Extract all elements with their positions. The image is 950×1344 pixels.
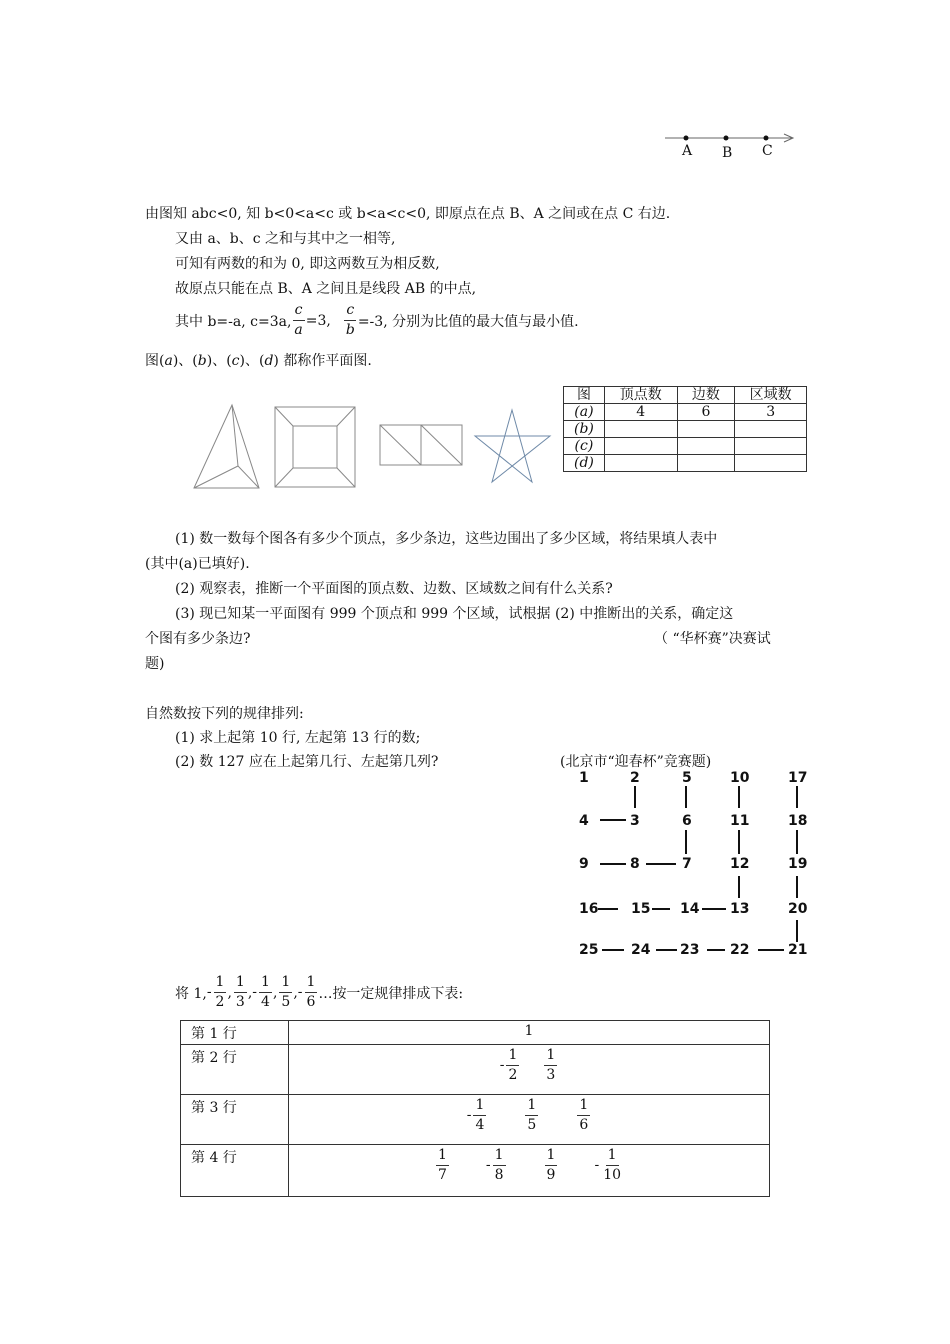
sign: - [297, 983, 303, 1000]
numerator: 1 [606, 1147, 619, 1166]
fraction [545, 1147, 558, 1184]
fraction [305, 974, 318, 1011]
fraction [493, 1147, 506, 1184]
sequence-prefix: 将 1, [175, 985, 207, 1002]
row-label: (c) [564, 438, 605, 455]
plane-graph-intro [145, 350, 372, 370]
table-row [564, 438, 807, 455]
question-3-line-a: (3) 现已知某一平面图有 999 个顶点和 999 个区域，试根据 (2) 中推断出的关系，确定这 [175, 606, 734, 622]
sign: - [252, 983, 258, 1000]
text: )、( [206, 353, 232, 369]
italic-d: d [264, 353, 274, 369]
denominator: 7 [437, 1167, 447, 1183]
numerator: 1 [234, 974, 247, 993]
grid-number: 21 [788, 942, 808, 958]
row-label: (b) [564, 421, 605, 438]
table-fraction [575, 1097, 591, 1134]
question-3-source-end: 题) [145, 656, 165, 672]
denominator: 6 [306, 994, 316, 1010]
table-cell [604, 438, 677, 455]
seq-fraction [298, 974, 319, 1011]
numerator: 1 [493, 1147, 506, 1166]
table-cell [604, 421, 677, 438]
fraction-c-over-b [344, 302, 357, 339]
denominator: 4 [261, 994, 270, 1010]
solution-line-4: 故原点只能在点 B、A 之间且是线段 AB 的中点, [175, 281, 477, 297]
seq-fraction [252, 974, 273, 1011]
grid-number: 2 [630, 770, 640, 786]
question-1-line-b: (其中(a)已填好). [145, 556, 250, 572]
header-cell: 顶点数 [604, 387, 677, 404]
graph-b [275, 407, 355, 487]
sequence-suffix: …按一定规律排成下表: [318, 985, 464, 1002]
table-cell [735, 455, 807, 472]
denominator: 3 [235, 994, 245, 1010]
grid-number: 5 [682, 770, 692, 786]
table-row [181, 1145, 770, 1197]
grid-number: 12 [730, 856, 750, 872]
numerator: 1 [436, 1147, 449, 1166]
fraction [279, 974, 292, 1011]
text: 图( [145, 353, 165, 369]
table-header-row [564, 387, 807, 404]
solution-line-3: 可知有两数的和为 0, 即这两数互为相反数, [175, 256, 440, 272]
numerator: 1 [544, 1047, 557, 1066]
fraction-group [289, 1095, 769, 1134]
table-cell [735, 438, 807, 455]
fraction [601, 1147, 623, 1184]
table-fraction [543, 1147, 559, 1184]
table-cell: 6 [677, 404, 735, 421]
seq-fraction [277, 974, 293, 1011]
row-label: 第 3 行 [181, 1095, 289, 1145]
grid-number: 15 [631, 901, 651, 917]
grid-number: 20 [788, 901, 808, 917]
grid-number: 25 [579, 942, 599, 958]
grid-number: 11 [730, 813, 750, 829]
numerator: c [344, 302, 356, 321]
grid-number: 18 [788, 813, 808, 829]
solution-line-1: 由图知 abc<0, 知 b<0<a<c 或 b<a<c<0, 即原点在点 B、A 之间或在点 C 右边. [145, 206, 671, 222]
line5-prefix: 其中 b=-a, c=3a, [175, 313, 292, 330]
numerator: 1 [259, 974, 272, 993]
comma: , [293, 984, 298, 1001]
table-fraction [486, 1147, 507, 1184]
row-label: (d) [564, 455, 605, 472]
natural-q2: (2) 数 127 应在上起第几行、左起第几列? [175, 754, 439, 770]
grid-number: 8 [630, 856, 640, 872]
denominator: 6 [579, 1117, 589, 1133]
count-table [563, 386, 807, 472]
row-value: 1 [289, 1021, 770, 1045]
comma: , [227, 984, 232, 1001]
table-row [181, 1095, 770, 1145]
grid-number: 13 [730, 901, 750, 917]
fraction [577, 1097, 590, 1134]
seq-fraction [232, 974, 248, 1011]
point-b [724, 136, 729, 141]
denominator: b [345, 322, 355, 338]
denominator: 8 [494, 1167, 504, 1183]
text: )、( [239, 353, 265, 369]
label-a: A [682, 143, 693, 159]
table-fraction [434, 1147, 450, 1184]
graph-d [475, 410, 550, 482]
sequence-intro [175, 974, 463, 1011]
table-fraction [594, 1147, 624, 1184]
table-cell: 4 [604, 404, 677, 421]
table-row [564, 421, 807, 438]
grid-number: 6 [682, 813, 692, 829]
numerator: 1 [506, 1047, 519, 1066]
italic-c: c [231, 353, 240, 369]
point-c [764, 136, 769, 141]
table-row [181, 1021, 770, 1045]
table-cell [677, 421, 735, 438]
graph-a [194, 405, 259, 488]
sign: - [485, 1156, 491, 1173]
fraction [259, 974, 272, 1011]
table-row [564, 404, 807, 421]
grid-number: 10 [730, 770, 750, 786]
natural-q1: (1) 求上起第 10 行, 左起第 13 行的数; [175, 730, 421, 746]
italic-a: a [164, 353, 173, 369]
table-fraction [467, 1097, 488, 1134]
row-fractions [289, 1045, 770, 1095]
table-cell [604, 455, 677, 472]
numerator: c [293, 302, 305, 321]
row-fractions [289, 1095, 770, 1145]
table-cell [735, 421, 807, 438]
fraction [473, 1097, 486, 1134]
grid-number: 19 [788, 856, 808, 872]
fraction-table [180, 1020, 770, 1197]
numerator: 1 [305, 974, 318, 993]
row-label: (a) [564, 404, 605, 421]
numerator: 1 [214, 974, 227, 993]
question-2: (2) 观察表，推断一个平面图的顶点数、边数、区域数之间有什么关系? [175, 581, 613, 597]
grid-number: 7 [682, 856, 692, 872]
line5-eq1: =3, [305, 312, 331, 329]
sign: - [466, 1106, 472, 1123]
sign: - [594, 1156, 600, 1173]
table-row [181, 1045, 770, 1095]
numerator: 1 [473, 1097, 486, 1116]
denominator: 10 [603, 1167, 622, 1183]
table-fraction [542, 1047, 558, 1084]
grid-number: 1 [579, 770, 589, 786]
row-label: 第 1 行 [181, 1021, 289, 1045]
numerator: 1 [545, 1147, 558, 1166]
header-cell: 边数 [677, 387, 735, 404]
numerator: 1 [577, 1097, 590, 1116]
point-a [684, 136, 689, 141]
grid-number: 4 [579, 813, 589, 829]
question-3-line-b: 个图有多少条边? [145, 631, 251, 647]
comma: , [272, 984, 278, 1001]
numerator: 1 [525, 1097, 538, 1116]
row-label: 第 4 行 [181, 1145, 289, 1197]
denominator: 2 [508, 1067, 518, 1083]
denominator: a [294, 322, 303, 338]
numerator: 1 [279, 974, 292, 993]
fraction [214, 974, 227, 1011]
question-1-line-a: (1) 数一数每个图各有多少个顶点，多少条边，这些边围出了多少区域，将结果填人表中 [175, 531, 718, 547]
text: ) 都称作平面图. [273, 353, 372, 369]
denominator: 9 [546, 1167, 556, 1183]
grid-number: 16 [579, 901, 599, 917]
header-cell: 区域数 [735, 387, 807, 404]
fraction [544, 1047, 557, 1084]
table-cell [677, 438, 735, 455]
table-row [564, 455, 807, 472]
solution-line-5 [175, 302, 579, 339]
plane-graphs-figure [190, 400, 560, 495]
fraction-c-over-a [292, 302, 304, 339]
natural-numbers-intro: 自然数按下列的规律排列: [145, 706, 304, 722]
natural-source: (北京市“迎春杯”竞赛题) [560, 754, 712, 770]
solution-line-2: 又由 a、b、c 之和与其中之一相等, [175, 231, 396, 247]
grid-number: 14 [680, 901, 700, 917]
table-fraction [523, 1097, 539, 1134]
table-fraction [500, 1047, 521, 1084]
seq-fraction [207, 974, 228, 1011]
grid-number: 17 [788, 770, 808, 786]
sign: - [499, 1056, 505, 1073]
fraction-group [289, 1145, 769, 1184]
line5-eq2: =-3, 分别为比值的最大值与最小值. [357, 313, 579, 330]
row-fractions [289, 1145, 770, 1197]
question-3-source: （ “华杯赛”决赛试 [654, 631, 771, 647]
row-label: 第 2 行 [181, 1045, 289, 1095]
grid-number: 9 [579, 856, 589, 872]
header-cell: 图 [564, 387, 605, 404]
grid-number: 22 [730, 942, 750, 958]
table-cell [677, 455, 735, 472]
comma: , [247, 984, 253, 1001]
denominator: 5 [281, 994, 291, 1010]
fraction [525, 1097, 538, 1134]
denominator: 3 [546, 1067, 556, 1083]
denominator: 2 [215, 994, 225, 1010]
grid-number: 3 [630, 813, 640, 829]
fraction [436, 1147, 449, 1184]
number-grid-lines [570, 770, 815, 965]
grid-number: 23 [680, 942, 700, 958]
italic-b: b [197, 353, 207, 369]
denominator: 5 [527, 1117, 537, 1133]
graph-c [380, 425, 462, 465]
sign: - [206, 983, 212, 1000]
label-c: C [762, 143, 773, 159]
fraction-group [289, 1045, 769, 1084]
label-b: B [722, 145, 733, 161]
table-cell: 3 [735, 404, 807, 421]
fraction [234, 974, 247, 1011]
denominator: 4 [475, 1117, 485, 1133]
fraction [506, 1047, 519, 1084]
text: )、( [172, 353, 198, 369]
grid-number: 24 [631, 942, 651, 958]
